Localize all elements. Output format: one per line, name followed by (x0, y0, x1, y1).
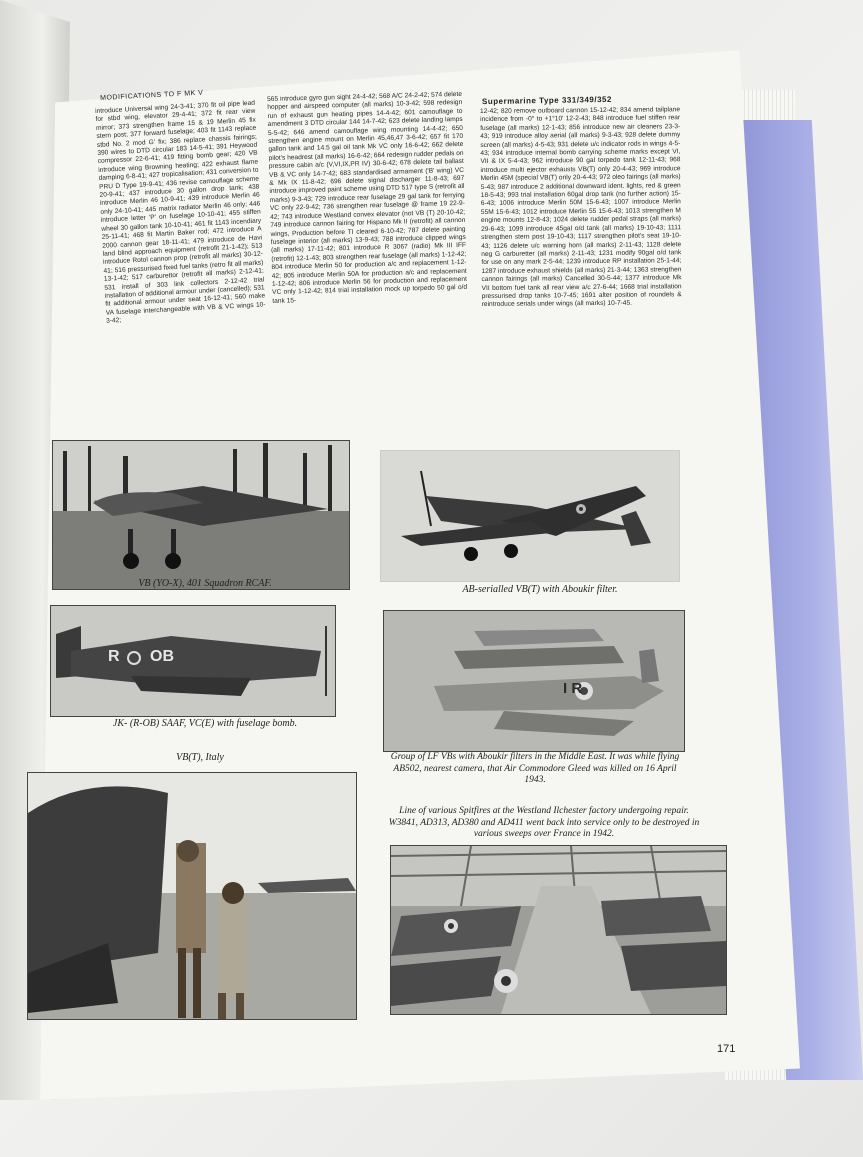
marking-r: R (108, 648, 120, 665)
page-number: 171 (717, 1043, 736, 1055)
caption-photo2: AB-serialled VB(T) with Aboukir filter. (462, 584, 618, 595)
text-column-3: 12-42; 820 remove outboard cannon 15-12-42; 834 amend tailplane incidence from -0° to +1°10' 12-2-43; 848 introduce fuel stiffen rear fuselage (all marks) 12-1-43; 856 introduce new air cleaners 23-3-43; 919 introduce alloy aerial (all marks) 9-3-43; 928 delete dummy screen (all marks) 4-5-43; 931 delete u/c indicator rods in wings 4-5-43; 934 introduce internal bomb carrying scheme marks except VI, VII & IX 5-4-43; 962 introduce 90 gal torpedo tank 12-11-43; 968 introduce multi ejector exhausts VB(T) only 20-4-43; 969 introduce Merlin 45M (special VB(T) only 20-4-43; 972 oleo fairings (all marks) 5-43; 987 introduce 2 additional downward ident. lights, red & green 18-5-43; 993 trial installation 60gal drop tank (no further action) 15-6-43; 1006 introduce Merlin 50M 15-6-43; 1007 introduce Merlin 55M 15-6-43; 1012 introduce Merlin 55 15-6-43; 1013 strengthen M engine mounts 12-8-43; 1024 delete rudder pedal straps (all marks) 29-6-43; 1099 introduce 45gal o/d tank (all marks) 19-10-43; 1111 strengthen stern post 19-10-43; 1117 strengthen pilot's seat 19-10-43; 1126 delete u/c warning horn (all marks) 2-11-43; 1128 delete neg G carburetter (all marks) 2-11-43; 1231 modify 90gal o/d tank for use on any mark 2-5-44; 1239 introduce RP installation 25-1-44; 1287 introduce exhaust shields (all marks) 21-3-44; 1363 strengthen cannon fairings (all marks) Cancelled 30-5-44; 1377 introduce Mk VII bottom fuel tank all rear view a/c 27-6-44; 1668 trial installation pressurised drop tanks 10-7-45; 1691 alter position of roundels & reintroduce serials under wings (all marks) 10-7-45. (480, 106, 682, 309)
photo-vbt-italy (27, 772, 357, 1020)
caption-photo1: VB (YO-X), 401 Squadron RCAF. (138, 578, 272, 589)
photo-jk-r-ob (50, 605, 336, 717)
running-header-left: MODIFICATIONS TO F MK V (100, 89, 204, 102)
marking-ob: OB (150, 648, 174, 665)
text-column-2: 565 introduce gyro gun sight 24-4-42; 568 A/C 24-2-42; 574 delete hopper and airspeed computer (all marks) 10-3-42; 598 redesign run of exhaust gun heating pipes 14-4-42; 601 camouflage to amendment 3 DTD circular 144 14-7-42; 623 delete landing lamps 5-5-42; 646 amend camouflage wing mounting 14-4-42; 650 strengthen engine mount on Merlin 45,46,47 3-6-42; 657 fit 170 gallon tank and 14.5 gal oil tank Mk VC only 16-6-42; 662 delete pilot's headrest (all marks) 16-6-42; 664 redesign rudder pedals on pressure cabin a/c (V,VI,IX,PR IV) 30-6-42; 678 delete tail ballast VB & VC only 14-7-42; 683 standardised armament ('B' wing) VC & Mk IX 11-8-42; 696 delete signal discharger 11-8-43; 697 introduce improved paint scheme using DTD 517 type S (retrofit all marks) 9-3-43; 729 introduce rear fuselage 29 gal tank for ferrying VC only 22-9-42; 736 strengthen rear fuselage @ frame 19 22-9-42; 743 introduce Westland convex elevator (not VB (T) 20-10-42; 749 introduce cannon fairing for Hispano Mk II (retrofit) all cannon wings, Production before TI cleared 6-10-42; 787 delete painting fuselage interior (all marks) 13-9-43; 788 introduce clipped wings (all marks) 17-11-42; 801 introduce R 3067 (radio) Mk III IFF (retrofit) 12-1-43; 803 strengthen rear fuselage (all marks) 1-12-42; 804 introduce Merlin 50 for production a/c and replacement 1-12-42; 805 introduce Merlin 50A for production a/c and replacement 1-12-42; 806 introduce Merlin 56 for production and replacement VC only 1-12-42; 814 trial installation mock up torpedo 50 gal o/d tank 15- (267, 90, 468, 305)
photo-vb-yo-x (52, 440, 350, 590)
photo-westland-ilchester-factory (390, 845, 727, 1015)
caption-photo5: VB(T), Italy (176, 752, 224, 763)
caption-photo6: Line of various Spitfires at the Westland Ilchester factory undergoing repair. W3841, AD313, AD380 and AD411 went back into service only to be destroyed in various sweeps over France in 1942. (388, 806, 700, 839)
running-header-right: Supermarine Type 331/349/352 (481, 94, 612, 107)
text-column-1: introduce Universal wing 24-3-41; 370 fit oil pipe lead for stbd wing, elevator 29-4-41; 372 fit rear view mirror; 373 strengthen frame 15 & 19 Merlin 45 fix stern post; 377 forward fuselage; 403 fit 1143 replace stbd No. 2 mod G' fix; 386 replace chassis fairings; 390 wires to DTD circular 183 14-5-41; 391 Heywood compressor 22-6-41; 419 fitting bomb gear; 420 VB introduce wing Browning heating; 422 exhaust flame damping 6-8-41; 427 tropicalisation; 431 conversion to PRU D Type 19-9-41; 436 revise camouflage scheme 20-9-41; 437 introduce 30 gallon drop tank; 438 introduce Merlin 46 10-9-41; 439 introduce Merlin 46 only 24-10-41; 445 matrix radiator Merlin 46 only; 446 introduce letter 'P' on fuselage 10-10-41; 455 stiffen wheel 30 gallon tank 10-10-41; 461 fit 1143 incendiary 25-11-41; 468 fit Martin Baker rod; 472 introduce A 2000 cannon gear 18-11-41; 479 introduce de Havi land blind approach equipment (retrofit 21-1-42); 513 introduce Rotol cannon prop (retrofit all marks) 30-12-41; 516 pressurised fixed fuel tanks (retro fit all marks) 13-1-42; 517 carburettor (retrofit all marks) 2-12-41; 531 install of 303 link collectors 2-12-42 trial installation of additional armour under (cancelled); 531 fit additional armour under seat 16-12-41; 560 make VA fuselage interchangeable with VB & VC wings 10-3-42; (95, 99, 266, 325)
caption-photo3: JK- (R-OB) SAAF, VC(E) with fuselage bomb. (112, 718, 298, 729)
photo-group-lf-vbs (383, 610, 685, 752)
marking-ir: I R (563, 680, 583, 697)
caption-photo4: Group of LF VBs with Aboukir filters in the Middle East. It was while flying AB502, nearest camera, that Air Commodore Gleed was killed on 16 April 1943. (390, 752, 680, 785)
photo-ab-serialled-vbt (380, 450, 680, 582)
